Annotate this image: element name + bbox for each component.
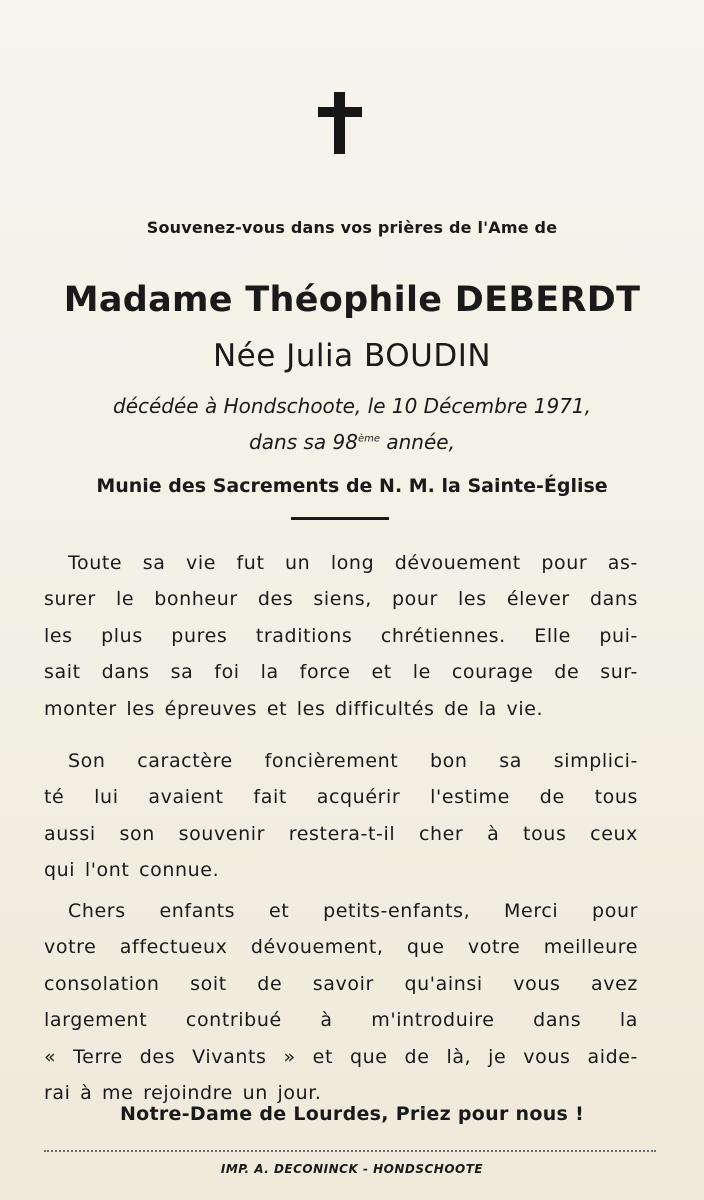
age-line-superscript: ème (357, 433, 380, 445)
remembrance-line: Souvenez-vous dans vos prières de l'Ame de (146, 218, 558, 237)
age-line-prefix: dans sa 98 (249, 430, 358, 454)
age-line-suffix: année, (380, 430, 455, 454)
text-line: surer le bonheur des siens, pour les élever dans (44, 588, 638, 611)
text-line: Son caractère foncièrement bon sa simplici- (68, 750, 638, 772)
text-line: votre affectueux dévouement, que votre meilleure (44, 936, 638, 959)
text-line: « Terre des Vivants » et que de là, je vous aide- (44, 1045, 638, 1068)
cross-icon (318, 92, 362, 154)
text-line: sait dans sa foi la force et le courage de sur- (44, 661, 638, 684)
sacraments-line: Munie des Sacrements de N. M. la Sainte-Église (96, 475, 608, 497)
text-line: consolation soit de savoir qu'ainsi vous avez (44, 972, 638, 995)
closing-prayer: Notre-Dame de Lourdes, Priez pour nous ! (119, 1103, 585, 1125)
dotted-rule (44, 1150, 656, 1152)
text-line: rai à me rejoindre un jour. (44, 1082, 322, 1105)
death-date-place: décédée à Hondschoote, le 10 Décembre 1971, (113, 394, 591, 418)
age-line (0, 430, 704, 454)
maiden-name: Née Julia BOUDIN (212, 338, 492, 374)
text-line: té lui avaient fait acquérir l'estime de tous (44, 786, 638, 809)
text-line: qui l'ont connue. (44, 859, 220, 882)
deceased-name: Madame Théophile DEBERDT (63, 280, 641, 320)
paragraph-character (44, 743, 638, 889)
text-line: Chers enfants et petits-enfants, Merci pour (68, 900, 638, 922)
text-line: les plus pures traditions chrétiennes. Elle pui- (44, 624, 638, 647)
text-line: aussi son souvenir restera-t-il cher à tous ceux (44, 822, 638, 845)
text-line: largement contribué à m'introduire dans la (44, 1009, 638, 1032)
paragraph-devotion (44, 545, 638, 727)
text-line: monter les épreuves et les difficultés de la vie. (44, 697, 544, 720)
paragraph-farewell (44, 893, 638, 1111)
text-line: Toute sa vie fut un long dévouement pour as- (68, 552, 638, 574)
separator-rule (291, 517, 389, 520)
printer-credit: IMP. A. DECONINCK - HONDSCHOOTE (220, 1162, 484, 1176)
